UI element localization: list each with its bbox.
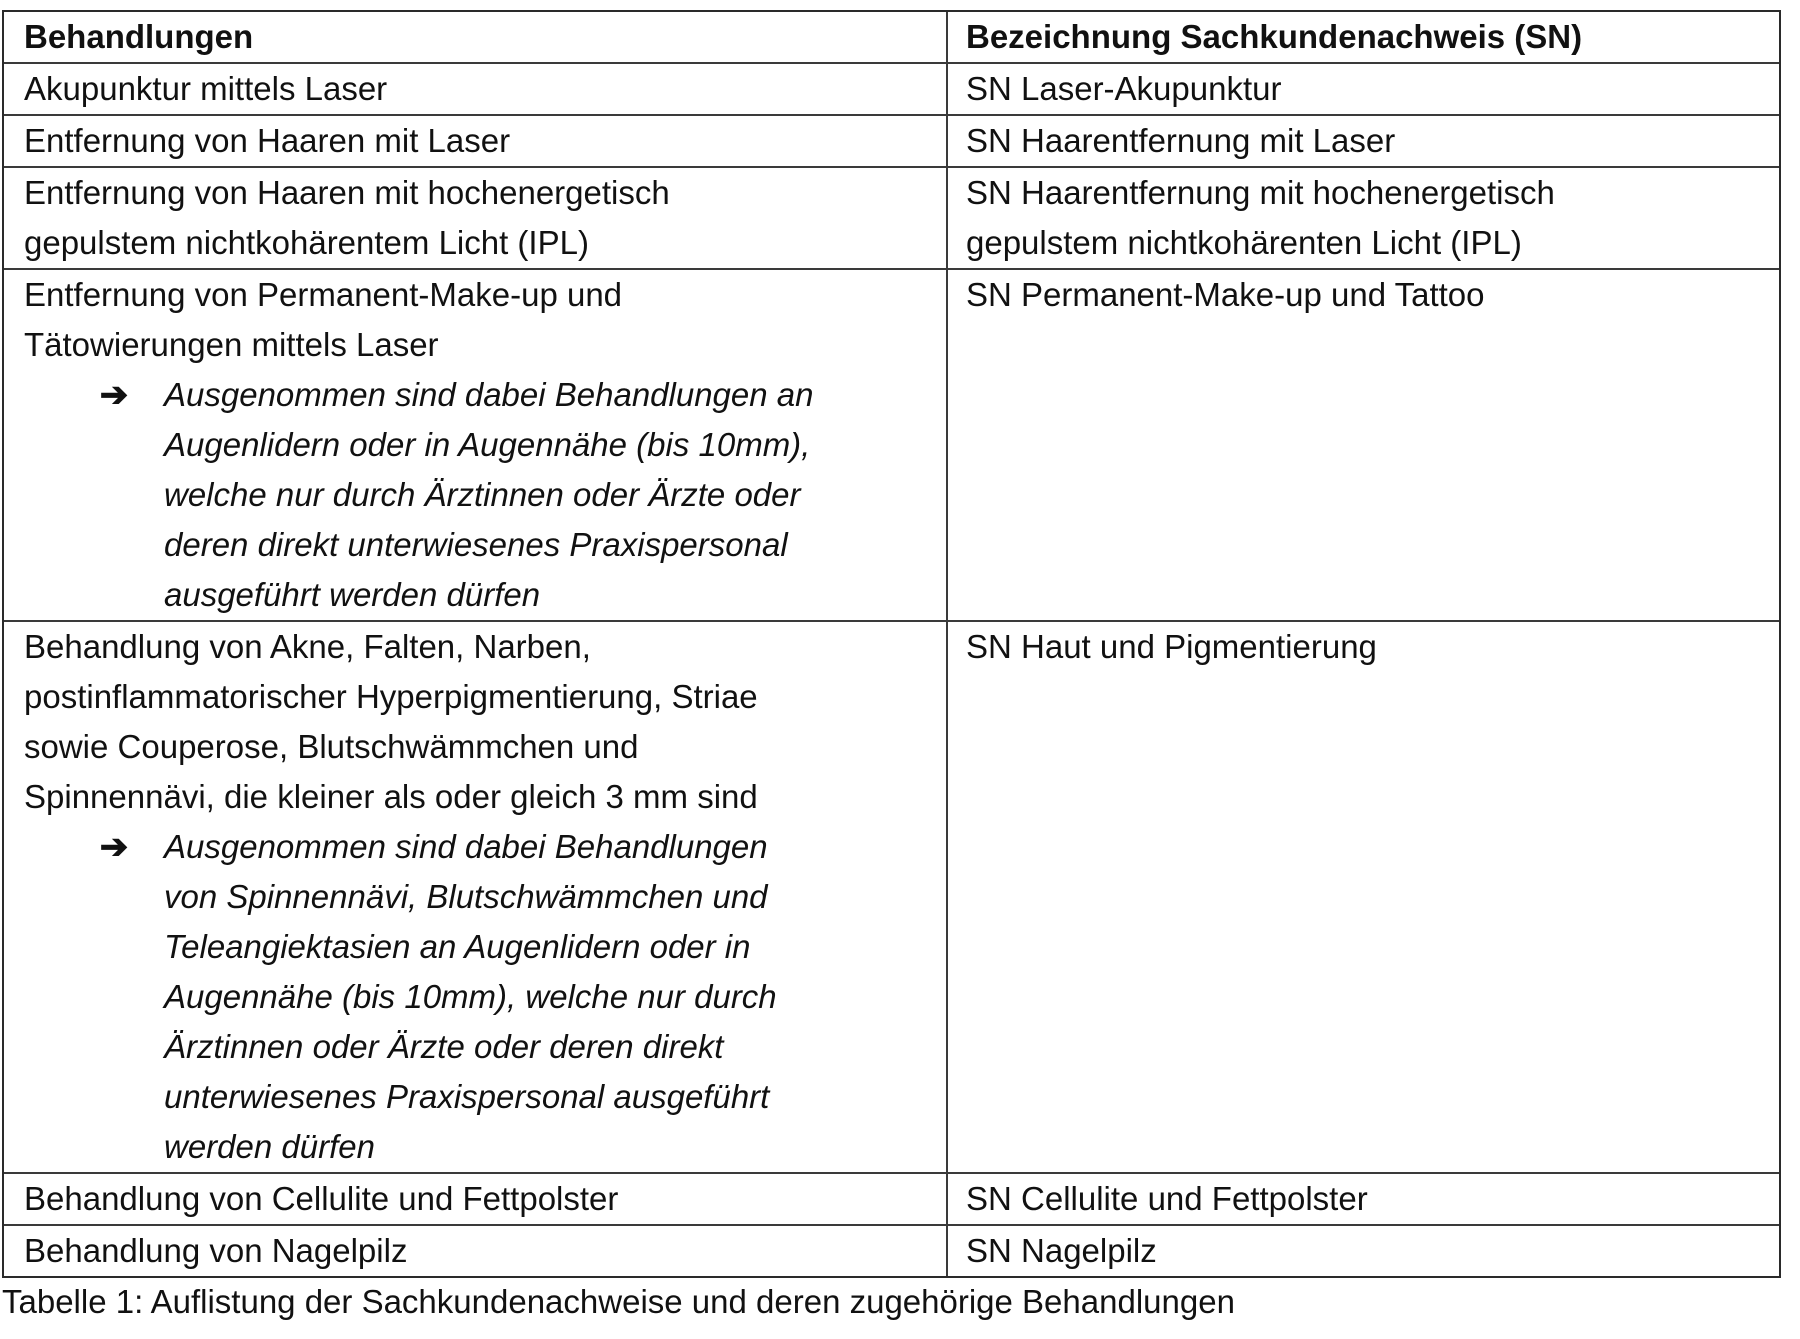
table-row [4,622,1779,1174]
sn-text: gepulstem nichtkohärenten Licht (IPL) [966,224,1522,261]
treatment-text: Entfernung von Haaren mit hochenergetisch [24,174,670,211]
sn-text: SN Haarentfernung mit Laser [966,122,1396,159]
sn-text: SN Cellulite und Fettpolster [966,1180,1368,1217]
table-row [4,1226,1779,1276]
sn-cell [948,1226,1779,1276]
exception-note-text: unterwiesenes Praxispersonal ausgeführt [164,1078,770,1115]
header-sn [948,12,1779,62]
exception-note-text: Ausgenommen sind dabei Behandlungen [164,828,768,865]
treatment-cell [4,116,948,166]
header-sn-label: Bezeichnung Sachkundenachweis (SN) [966,18,1583,55]
sn-cell [948,64,1779,114]
treatment-text: gepulstem nichtkohärentem Licht (IPL) [24,224,589,261]
header-treatments-label: Behandlungen [24,18,254,55]
treatment-cell [4,64,948,114]
treatment-text: Spinnennävi, die kleiner als oder gleich 3 mm sind [24,778,758,815]
exception-note-text: Ausgenommen sind dabei Behandlungen an [164,376,814,413]
exception-note-text: Augenlidern oder in Augennähe (bis 10mm), [164,426,811,463]
arrow-right-icon: ➔ [99,376,129,414]
treatment-text: Akupunktur mittels Laser [24,70,388,107]
sachkunde-table [2,10,1781,1278]
arrow-right-icon: ➔ [99,828,129,866]
treatment-text: Behandlung von Cellulite und Fettpolster [24,1180,619,1217]
treatment-cell [4,622,948,1172]
sn-text: SN Nagelpilz [966,1232,1157,1269]
header-treatments [4,12,948,62]
exception-note [24,370,928,620]
sn-text: SN Permanent-Make-up und Tattoo [966,276,1485,313]
exception-note-text: Ärztinnen oder Ärzte oder deren direkt [164,1028,724,1065]
sn-text: SN Haut und Pigmentierung [966,628,1377,665]
sn-cell [948,270,1779,620]
sn-text: SN Haarentfernung mit hochenergetisch [966,174,1555,211]
sn-cell [948,622,1779,1172]
table-row [4,116,1779,168]
sn-cell [948,116,1779,166]
treatment-cell [4,270,948,620]
treatment-cell [4,1174,948,1224]
table-caption: Tabelle 1: Auflistung der Sachkundenachweise und deren zugehörige Behandlungen [2,1283,1235,1320]
treatment-text: Behandlung von Akne, Falten, Narben, [24,628,591,665]
exception-note-text: welche nur durch Ärztinnen oder Ärzte oder [164,476,801,513]
sn-cell [948,1174,1779,1224]
sn-cell [948,168,1779,268]
exception-note-text: von Spinnennävi, Blutschwämmchen und [164,878,768,915]
table-row [4,168,1779,270]
exception-note-text: deren direkt unterwiesenes Praxispersonal [164,526,788,563]
treatment-text: sowie Couperose, Blutschwämmchen und [24,728,639,765]
exception-note [24,822,928,1172]
treatment-text: Tätowierungen mittels Laser [24,326,439,363]
sn-text: SN Laser-Akupunktur [966,70,1282,107]
table-row [4,1174,1779,1226]
table-header-row [4,12,1779,64]
treatment-cell [4,1226,948,1276]
exception-note-text: ausgeführt werden dürfen [164,576,541,613]
treatment-text: Entfernung von Permanent-Make-up und [24,276,623,313]
table-row [4,270,1779,622]
treatment-cell [4,168,948,268]
treatment-text: Behandlung von Nagelpilz [24,1232,408,1269]
table-row [4,64,1779,116]
exception-note-text: Teleangiektasien an Augenlidern oder in [164,928,751,965]
exception-note-text: werden dürfen [164,1128,375,1165]
exception-note-text: Augennähe (bis 10mm), welche nur durch [164,978,777,1015]
treatment-text: postinflammatorischer Hyperpigmentierung, Striae [24,678,758,715]
treatment-text: Entfernung von Haaren mit Laser [24,122,511,159]
